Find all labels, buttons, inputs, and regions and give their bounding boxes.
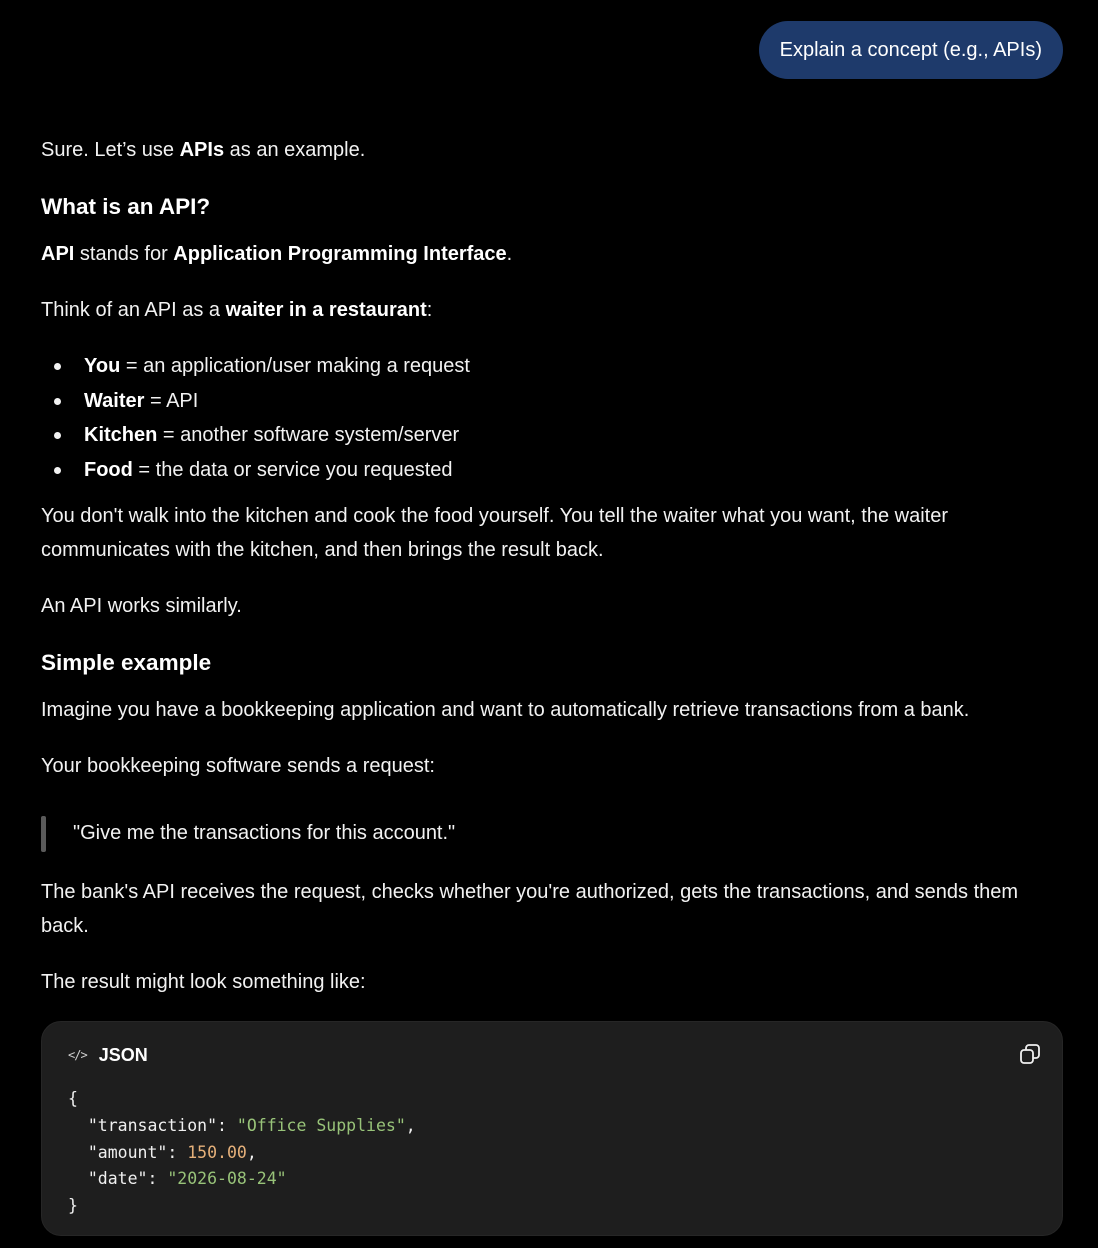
list-item xyxy=(41,453,470,488)
intro-text-end: as an example. xyxy=(224,139,366,161)
request-intro: Your bookkeeping software sends a request: xyxy=(41,755,435,777)
bullet-dot xyxy=(54,467,61,474)
analogy-paragraph xyxy=(41,293,432,327)
quote-text: "Give me the transactions for this account." xyxy=(73,822,456,844)
code-block xyxy=(41,1021,1063,1236)
list-term: Food xyxy=(84,459,133,482)
list-item xyxy=(41,384,470,419)
api-def-end: . xyxy=(506,243,513,265)
code-header xyxy=(68,1042,148,1068)
code-sep: : xyxy=(217,1115,237,1135)
analogy-end: : xyxy=(426,299,433,321)
list-desc: = another software system/server xyxy=(157,424,460,447)
kitchen-paragraph: You don't walk into the kitchen and cook the food yourself. You tell the waiter what you want, the waiter communicates with the kitchen, and then brings the result back. xyxy=(41,505,948,561)
bank-paragraph: The bank's API receives the request, checks whether you're authorized, gets the transactions, and sends them back. xyxy=(41,881,1019,937)
code-content xyxy=(68,1086,416,1220)
list-term: Waiter xyxy=(84,389,145,412)
api-full-name: Application Programming Interface xyxy=(173,243,507,265)
analogy-list xyxy=(41,349,470,488)
list-desc: = an application/user making a request xyxy=(120,355,470,377)
intro-paragraph xyxy=(41,133,365,167)
code-open-brace: { xyxy=(68,1089,78,1108)
api-term: API xyxy=(41,243,75,265)
list-item xyxy=(41,418,470,453)
bullet-dot xyxy=(54,363,61,370)
code-sep: : xyxy=(147,1169,168,1189)
code-number-value: 150.00 xyxy=(187,1142,247,1162)
copy-icon[interactable] xyxy=(1018,1042,1042,1066)
code-comma: , xyxy=(246,1142,257,1162)
code-string-value: "Office Supplies" xyxy=(236,1115,406,1135)
code-language-label: JSON xyxy=(98,1044,148,1065)
code-string-value: "2026-08-24" xyxy=(167,1169,287,1189)
code-sep: : xyxy=(167,1142,188,1162)
analogy-text: Think of an API as a xyxy=(41,299,226,321)
bullet-dot xyxy=(54,398,61,405)
list-desc: = the data or service you requested xyxy=(132,459,453,482)
code-key: "date" xyxy=(87,1169,148,1189)
list-term: Kitchen xyxy=(84,424,158,447)
similar-paragraph: An API works similarly. xyxy=(41,595,242,617)
list-item xyxy=(41,349,470,384)
quote-bar xyxy=(41,816,46,852)
user-message-bubble: Explain a concept (e.g., APIs) xyxy=(759,21,1063,79)
code-icon: </> xyxy=(68,1048,87,1062)
analogy-bold: waiter in a restaurant xyxy=(225,299,427,321)
heading-what-is-api: What is an API? xyxy=(41,194,211,219)
heading-simple-example: Simple example xyxy=(41,650,212,675)
list-desc: = API xyxy=(144,389,199,412)
list-term: You xyxy=(84,355,121,377)
code-key: "amount" xyxy=(87,1142,168,1162)
intro-text: Sure. Let’s use xyxy=(41,139,180,161)
code-comma: , xyxy=(405,1115,416,1135)
code-key: "transaction" xyxy=(87,1115,218,1135)
api-def-text: stands for xyxy=(74,243,174,265)
api-definition xyxy=(41,237,512,271)
example-intro: Imagine you have a bookkeeping application and want to automatically retrieve transactions from a bank. xyxy=(41,699,970,721)
result-intro: The result might look something like: xyxy=(41,971,366,993)
intro-bold: APIs xyxy=(179,139,225,161)
bullet-dot xyxy=(54,432,61,439)
code-close-brace: } xyxy=(68,1196,78,1216)
